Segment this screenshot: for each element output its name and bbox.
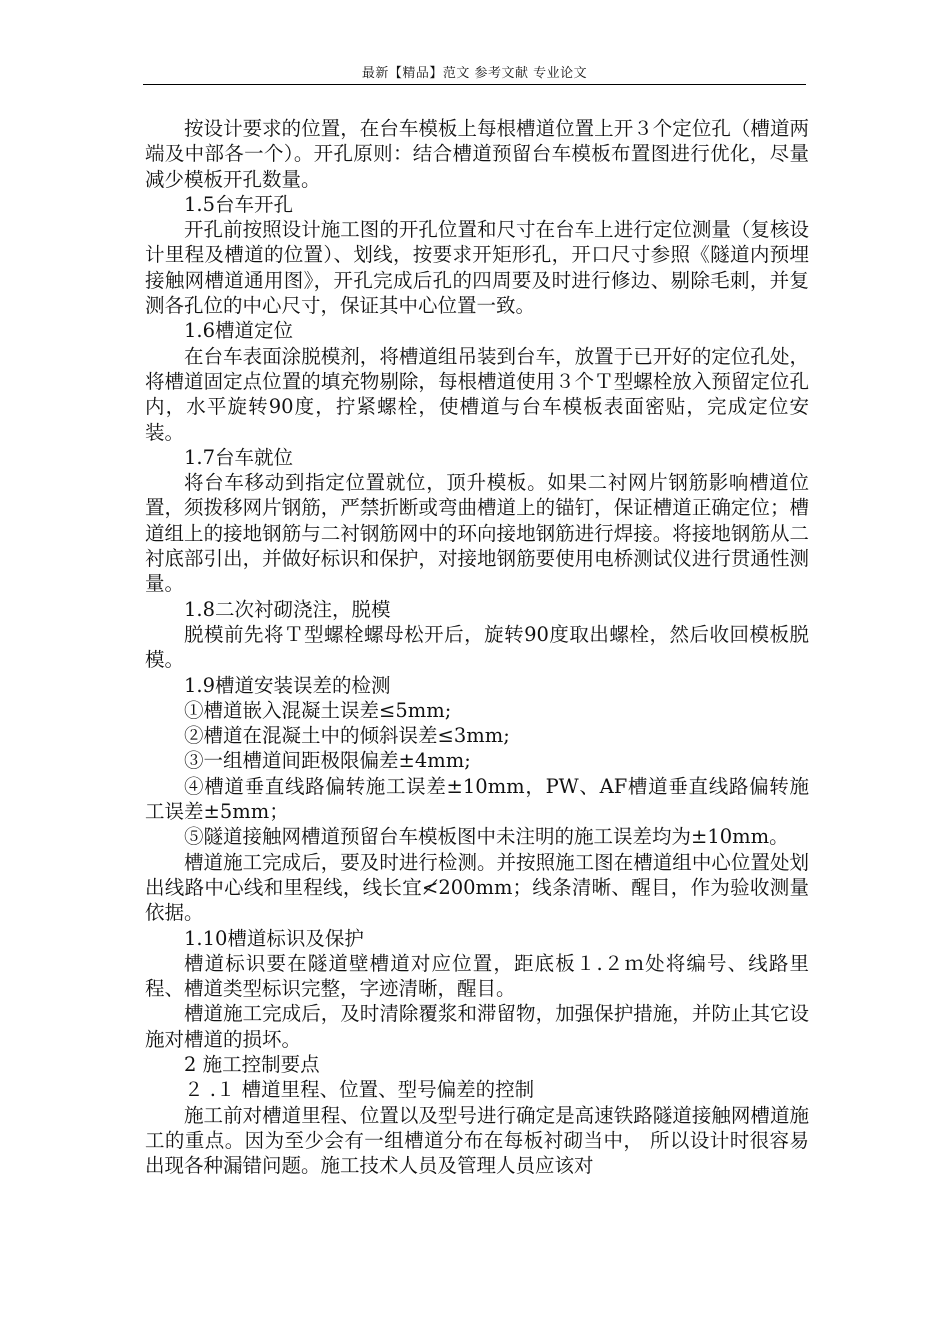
paragraph-trolley-drilling: 开孔前按照设计施工图的开孔位置和尺寸在台车上进行定位测量（复核设计里程及槽道的位置）、划线，按要求开矩形孔，开口尺寸参照《隧道内预埋接触网槽道通用图》，开孔完成后孔的四周要及时进行修边、剔除毛刺，并复测各孔位的中心尺寸，保证其中心位置一致。: [145, 218, 809, 318]
header-rule: [143, 84, 806, 85]
paragraph-inspection: 槽道施工完成后，要及时进行检测。并按照施工图在槽道组中心位置处划出线路中心线和里程线，线长宜≮200mm；线条清晰、醒目，作为验收测量依据。: [145, 850, 809, 925]
heading-2-1: ２ .１ 槽道里程、位置、型号偏差的控制: [184, 1078, 535, 1102]
list-item-tolerance-1: ①槽道嵌入混凝土误差≤5mm;: [184, 698, 452, 722]
heading-1-5: 1.5台车开孔: [184, 192, 294, 216]
heading-1-9: 1.9槽道安装误差的检测: [184, 673, 391, 697]
list-item-tolerance-4: ④槽道垂直线路偏转施工误差±10mm，PW、AF槽道垂直线路偏转施工误差±5mm；: [145, 774, 809, 824]
paragraph-marking: 槽道标识要在隧道壁槽道对应位置，距底板１.２ｍ处将编号、线路里程、槽道类型标识完整，字迹清晰，醒目。: [145, 951, 809, 1001]
list-item-tolerance-3: ③一组槽道间距极限偏差±4mm;: [184, 749, 471, 773]
document-body: [145, 116, 809, 1178]
paragraph-channel-positioning: 在台车表面涂脱模剂，将槽道组吊装到台车，放置于已开好的定位孔处，将槽道固定点位置的填充物剔除，每根槽道使用３个Ｔ型螺栓放入预留定位孔内，水平旋转90度，拧紧螺栓，使槽道与台车模板表面密贴，完成定位安装。: [145, 344, 809, 444]
heading-2: 2 施工控制要点: [184, 1052, 320, 1076]
page-header: 最新【精品】范文 参考文献 专业论文: [361, 66, 588, 81]
heading-1-10: 1.10槽道标识及保护: [184, 926, 364, 950]
paragraph-protection: 槽道施工完成后，及时清除覆浆和滞留物，加强保护措施，并防止其它设施对槽道的损坏。: [145, 1002, 809, 1051]
heading-1-7: 1.7台车就位: [184, 445, 294, 469]
paragraph-deviation-control: 施工前对槽道里程、位置以及型号进行确定是高速铁路隧道接触网槽道施工的重点。因为至少会有一组槽道分布在每板衬砌当中， 所以设计时很容易出现各种漏错问题。施工技术人员及管理人员应该对: [145, 1103, 809, 1178]
heading-1-6: 1.6槽道定位: [184, 319, 294, 343]
paragraph-demolding: 脱模前先将Ｔ型螺栓螺母松开后，旋转90度取出螺栓，然后收回模板脱模。: [145, 622, 809, 672]
list-item-tolerance-2: ②槽道在混凝土中的倾斜误差≤3mm;: [184, 724, 510, 748]
list-item-tolerance-5: ⑤隧道接触网槽道预留台车模板图中未注明的施工误差均为±10mm。: [184, 825, 789, 849]
paragraph-locating-holes: 按设计要求的位置，在台车模板上每根槽道位置上开３个定位孔（槽道两端及中部各一个）。开孔原则：结合槽道预留台车模板布置图进行优化，尽量减少模板开孔数量。: [145, 117, 809, 191]
heading-1-8: 1.8二次衬砌浇注，脱模: [184, 597, 391, 621]
paragraph-trolley-in-place: 将台车移动到指定位置就位，顶升模板。如果二衬网片钢筋影响槽道位置，须拨移网片钢筋，严禁折断或弯曲槽道上的锚钉，保证槽道正确定位；槽道组上的接地钢筋与二衬钢筋网中的环向接地钢筋进行焊接。将接地钢筋从二衬底部引出，并做好标识和保护，对接地钢筋要使用电桥测试仪进行贯通性测量。: [145, 471, 809, 596]
